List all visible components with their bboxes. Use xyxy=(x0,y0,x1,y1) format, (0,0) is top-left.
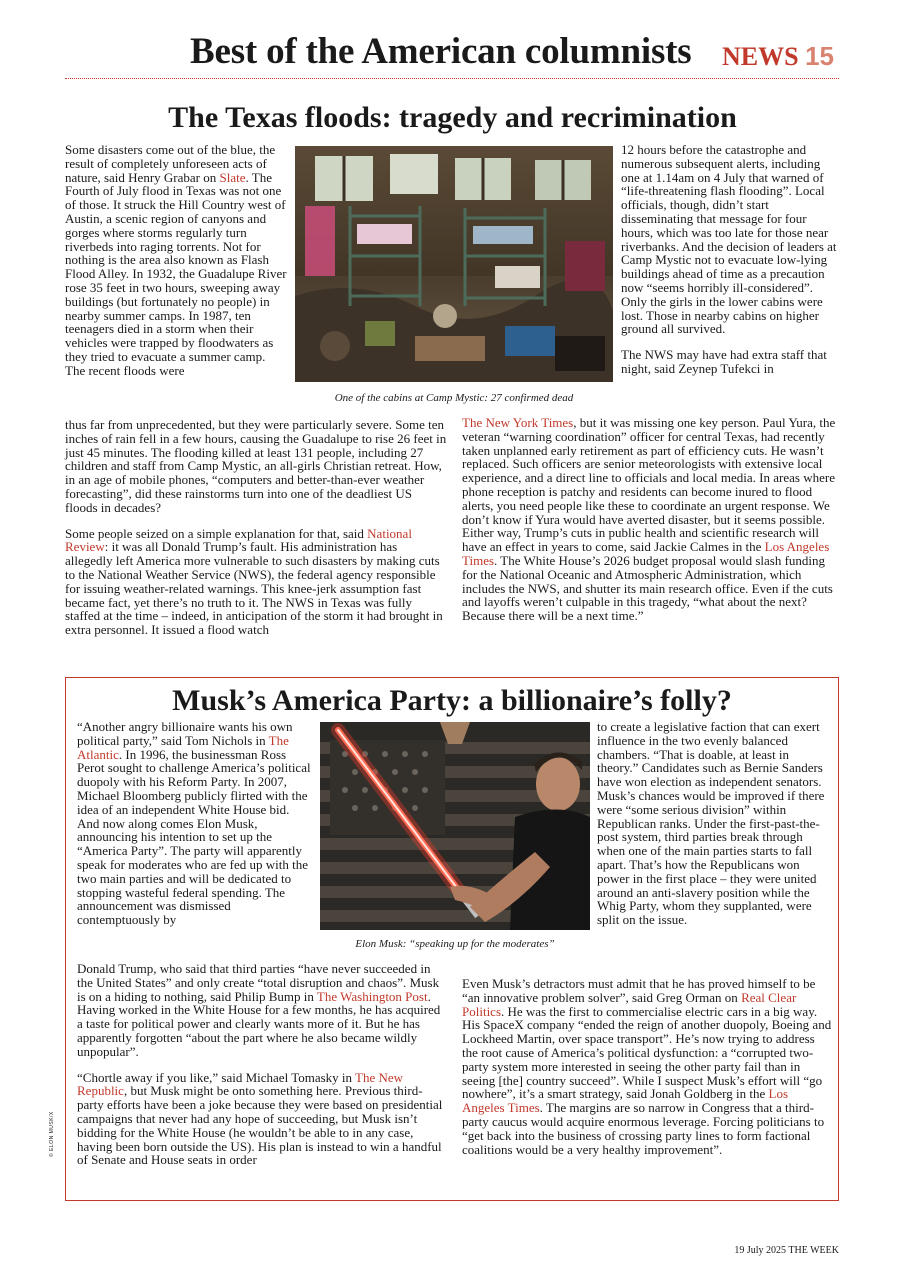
story2-headline: Musk’s America Party: a billionaire’s folly? xyxy=(172,684,732,717)
story1-para1-a: Some disasters come out of the blue, the result of completely unforeseen acts of nature, said Henry Grabar on Slate. The Fourth of July flood in Texas was not one of those. It struck the Hill Country west of Austin, a scenic region of canyons and gorges where storms regularly turn riverbeds into raging torrents. Not for nothing is the area also known as Flash Flood Alley. In 1932, the Guadalupe River rose 35 feet in two hours, sweeping away buildings (but fortunately no people) in nearby summer camps. In 1987, ten teenagers died in a storm when their vehicles were trapped by floodwaters as they tried to evacuate a summer camp. The recent floods were xyxy=(65,142,287,378)
story1-para4-a: The NWS may have had extra staff that night, said Zeynep Tufekci in xyxy=(621,347,827,376)
story2-col1 xyxy=(77,720,313,927)
story1-para2: Some people seized on a simple explanation for that, said National Review: it was all Donald Trump’s fault. His administration has allegedly left America more vulnerable to such disasters by making cuts to the National Weather Service (NWS), the federal agency responsible for issuing weather-related warnings. This knee-jerk assumption fast became fact, yet there’s no truth to it. The NWS in Texas was fully staffed at the time – indeed, in anticipation of the storm it had brought in extra personnel. It issued a flood watch xyxy=(65,525,443,638)
story1-headline: The Texas floods: tragedy and recrimination xyxy=(168,101,737,134)
story1-para4-b: The New York Times, but it was missing one key person. Paul Yura, the veteran “warning coordination” officer for central Texas, had recently taken unplanned early retirement as part of efficiency cuts. He wasn’t replaced. Such officers are senior meteorologists with extensive local experience, and a direct line to officials and local media. In areas where phone reception is patchy and residents can become inured to flood alerts, you need people like these to coordinate an urgent response. We don’t know if Yura would have averted disaster, but it seems possible. Either way, Trump’s cuts in public health and scientific research will have an effect in years to come, said Jackie Calmes in the Los Angeles Times. The White House’s 2026 budget proposal would slash funding for the National Oceanic and Atmospheric Administration, which includes the NWS, and shutter its main research office. Even if the cuts and layoffs weren’t culpable in this tragedy, “what about the next? Because there will be a next time.” xyxy=(462,415,836,624)
story2-para3: to create a legislative faction that can exert influence in the two evenly balanced chambers. “That is doable, at least in theory.” Candidates such as Bernie Sanders have won election as independent senators. Musk’s chances would be improved if there were “some serious division” within Republican ranks. Under the first-past-the-post system, third parties break through when one of the main parties starts to fall apart. That’s how the Republicans won power in the first place – they were united around an anti-slavery position while the Whig Party, whom they supplanted, were split on the issue. xyxy=(597,719,825,928)
source-real-clear-politics: Real Clear Politics xyxy=(462,989,797,1019)
story1-para3: 12 hours before the catastrophe and numerous subsequent alerts, including one at 1.14am on 4 July that warned of “life-threatening flash flooding”. Local officials, though, didn’t start disseminating that message for four hours, which was too late for those near riverbanks. And the decision of leaders at Camp Mystic not to evacuate low-lying buildings ahead of time as a precaution now “seems horribly ill-considered”. Only the girls in the lower cabins were lost. Those in nearby cabins on higher ground all survived. xyxy=(621,142,837,337)
story1-col1-wide xyxy=(65,418,447,637)
cabin-photo xyxy=(295,146,613,382)
story1-col2 xyxy=(621,143,841,376)
story2-para1-a: “Another angry billionaire wants his own political party,” said Tom Nichols in The Atlantic. In 1996, the businessman Ross Perot sought to challenge America’s political duopoly with his Reform Party. In 2007, Michael Bloomberg publicly flirted with the idea of an independent White House bid. And now along comes Elon Musk, announcing his intention to set up the “America Party”. The party will apparently speak for moderates who are fed up with the two main parties and will be dedicated to stopping wasteful federal spending. The announcement was dismissed contemptuously by xyxy=(77,719,311,928)
musk-caption: Elon Musk: “speaking up for the moderates” xyxy=(355,938,555,950)
story2-col2-wide xyxy=(462,977,832,1156)
photo-credit: © ELON MUSK/X xyxy=(49,1111,55,1157)
cabin-image xyxy=(295,146,613,382)
section-name: NEWS xyxy=(722,42,799,71)
footer xyxy=(734,1245,839,1256)
header-divider xyxy=(65,78,839,79)
source-slate: Slate xyxy=(219,169,246,185)
story2-para1-b: Donald Trump, who said that third parties “have never succeeded in the United States” and only create “total disruption and chaos”. Musk is on a hiding to nothing, said Philip Bump in The Washington Post. Having worked in the White House for a few months, he has acquired a taste for political power and clearly wants more of it. But he has apparently forgotten “about the part where he also became wildly unpopular”. xyxy=(77,961,441,1059)
musk-image xyxy=(320,722,590,930)
story2-col1-wide xyxy=(77,962,445,1167)
source-la-times-2: Los Angeles Times xyxy=(462,1086,789,1116)
source-la-times: Los Angeles Times xyxy=(462,539,830,568)
story2-para2: “Chortle away if you like,” said Michael Tomasky in The New Republic, but Musk might be onto something here. Previous third-party efforts have been a joke because they were based on presidential campaigns that never had any hope of succeeding, but Musk isn’t bidding for the White House (he wouldn’t be able to in any case, having been born outside the US). His plan is instead to win a handful of Senate and House seats in order xyxy=(77,1069,443,1168)
page-number: 15 xyxy=(805,41,834,71)
story1-para1-b: thus far from unprecedented, but they were particularly severe. Some ten inches of rain fell in a few hours, causing the Guadalupe to rise 26 feet in just 45 minutes. The flooding killed at least 131 people, including 27 children and staff from Camp Mystic, an all-girls Christian retreat. How, in an age of mobile phones, “computers and better-than-ever weather forecasting”, did these rainstorms turn into one of the deadliest US floods in decades? xyxy=(65,417,447,515)
musk-photo xyxy=(320,722,590,930)
source-new-republic: The New Republic xyxy=(77,1069,404,1099)
story1-col2-wide xyxy=(462,416,842,623)
section-label xyxy=(722,41,834,72)
story1-col1 xyxy=(65,143,287,378)
source-nyt: The New York Times xyxy=(462,415,574,430)
source-atlantic: The Atlantic xyxy=(77,732,289,762)
source-national-review: National Review xyxy=(65,525,412,555)
story2-para4: Even Musk’s detractors must admit that he has proved himself to be “an innovative problem solver”, said Greg Orman on Real Clear Politics. He was the first to commercialise electric cars in a big way. His SpaceX company “ended the reign of another duopoly, Boeing and Lockheed Martin, over space transport”. He’s now trying to address the root cause of America’s political dysfunction: a “corrupted two-party system more interested in seeing the other party fail than in seeing [the] country succeed”. While I suspect Musk’s effort will “go nowhere”, it’s a smart strategy, said Jonah Goldberg in the Los Angeles Times. The margins are so narrow in Congress that a third-party caucus would acquire enormous leverage. Forcing politicians to “get back into the business of crossing party lines to form factional coalitions would be a very healthy improvement”. xyxy=(462,976,832,1157)
source-washington-post: The Washington Post xyxy=(316,988,428,1004)
issue-date: 19 July 2025 xyxy=(734,1245,787,1256)
cabin-caption: One of the cabins at Camp Mystic: 27 confirmed dead xyxy=(334,392,574,404)
publication-name: THE WEEK xyxy=(788,1245,839,1256)
page-title: Best of the American columnists xyxy=(190,31,692,72)
story2-col2 xyxy=(597,720,833,927)
